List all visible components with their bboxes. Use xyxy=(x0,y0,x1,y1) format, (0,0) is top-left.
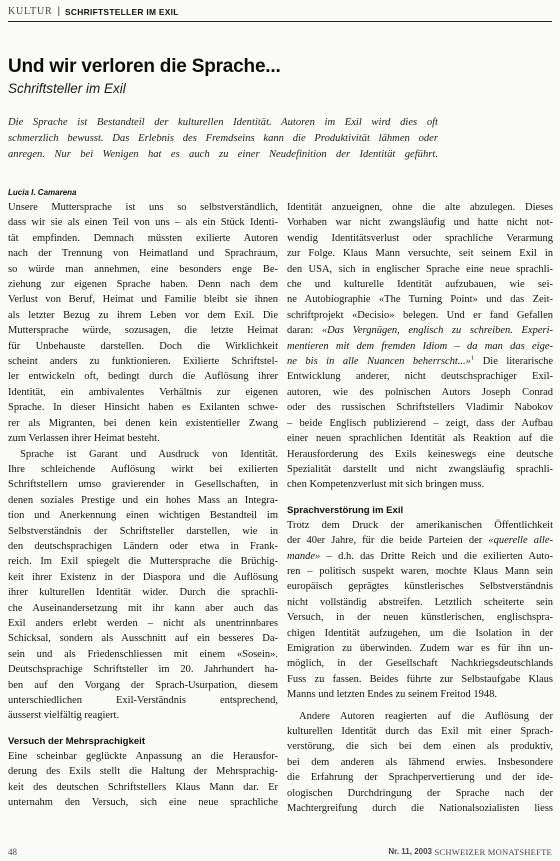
text-line: Identität anzueignen, ohne die alte abzulegen. Dieses xyxy=(287,202,553,213)
text-line: Identität, ein ambivalentes Verhältnis zur eigenen xyxy=(8,386,278,398)
text-line: Herausforderung des Exils keineswegs eine deutsche xyxy=(287,448,553,460)
text-line: chigen Identität aufzugehen, um die Isolation in der xyxy=(287,627,553,639)
text-line: unterschiedlichen Exil-Verständnis entsprechend, xyxy=(8,695,278,706)
text-line: Eine scheinbar geglückte Anpassung an die Herausfor- xyxy=(8,750,278,762)
text-line: ne Autobiographie «The Turning Point» und das Zeit- xyxy=(287,294,553,306)
text-run: – d.h. das Dritte Reich und die exilierten Auto- xyxy=(320,550,553,562)
page-number: 48 xyxy=(8,847,17,857)
text-line: verstörung, die sich bei dem einen als produktiv, xyxy=(287,741,553,753)
text-line xyxy=(287,533,553,548)
text-line: ziehung zur eigenen Sprache haben. Denn nach dem xyxy=(8,279,278,291)
text-line: wendig Identitätsverlust oder sprachliche Verarmung xyxy=(287,232,553,244)
text-line: möglich, in der Gesellschaft Nachkriegsdeutschlands xyxy=(287,658,553,670)
header-separator: | xyxy=(57,6,61,17)
text-line: Fuss zu fassen. Beides führte zur Selbstaufgabe Klaus xyxy=(287,673,553,685)
text-line: derung des Exils stellt die Haltung der Mehrsprachig- xyxy=(8,766,278,778)
text-line: ologischen Durchdringung der Sprache nach der xyxy=(287,787,553,799)
text-line xyxy=(287,549,553,564)
text-line: ben auf den Vorgang der Sprach-Usurpation, diesem xyxy=(8,679,278,691)
text-line xyxy=(287,354,553,369)
text-line: Versuch, in der neuen künstlerischen, englischspra- xyxy=(287,612,553,624)
text-line: keit des deutschen Schriftstellers Klaus Mann dar. Er xyxy=(8,781,278,793)
text-line xyxy=(287,339,553,354)
text-line: die Erfahrung der Sprachpervertierung und der ide- xyxy=(287,772,553,784)
article-subtitle: Schriftsteller im Exil xyxy=(8,81,126,96)
quote-text: ne bis in alle Nuancen beherrscht...» xyxy=(287,356,471,368)
text-line: Ihre schleichende Auflösung wirkt bei exilierten xyxy=(8,463,278,475)
text-line: ren – politisch suspekt waren, mochte Klaus Mann sein xyxy=(287,565,553,577)
text-line: Andere Autoren reagierten auf die Auflösung der xyxy=(299,710,553,722)
text-run: Die literarische xyxy=(474,356,553,368)
paragraph xyxy=(287,709,553,817)
lead-line: anregen. Nur bei Wenigen hat es auch zu einer Neudefinition der Identität geführt. xyxy=(8,149,438,160)
text-line: den USA, sich in englischer Sprache eine neue sprachli- xyxy=(287,263,553,275)
text-line: für Unbehauste darstellen. Doch die Wirklichkeit xyxy=(8,340,278,352)
quote-text: «Das Vergnügen, englisch zu schreiben. Experi- xyxy=(321,325,553,337)
paragraph xyxy=(287,518,553,703)
text-line: einer neuen sprachlichen Identität als Reaktion auf die xyxy=(287,433,553,445)
paragraph xyxy=(8,447,278,724)
text-line: bei dem anderen als lähmend erwies. Insbesondere xyxy=(287,756,553,768)
spacer xyxy=(287,493,553,503)
text-line: zum Verlassen ihrer Heimat besteht. xyxy=(8,433,160,445)
author-byline: Lucia I. Camarena xyxy=(8,188,77,197)
text-line: Deutschsprachige Schriftsteller im 20. Jahrhundert ha- xyxy=(8,664,278,676)
text-line: scheint anders zu funktionieren. Exilierte Schriftstel- xyxy=(8,356,278,368)
text-line: che Auseinandersetzung mit ihr kann aber auch das xyxy=(8,602,278,614)
spacer xyxy=(8,724,278,734)
text-line: als letzter Bezug zu ihrem Leben vor dem Exil. Die xyxy=(8,309,278,321)
text-line: autoren, wie des polnischen Autors Joseph Conrad xyxy=(287,386,553,398)
text-line: Schriftstellern umso gravierender in Gesellschaften, in xyxy=(8,479,278,491)
column-left xyxy=(8,200,278,810)
text-line: nicht vollständig abstreifen. Letztlich scheiterte sein xyxy=(287,596,553,608)
text-line: Vorhaben war nicht zwangsläufig und hatte nicht not- xyxy=(287,217,553,229)
journal-name: SCHWEIZER MONATSHEFTE xyxy=(434,847,552,857)
text-line: Spezialität darstellt und nicht zwangsläufig sprachli- xyxy=(287,463,553,475)
text-line: ler entwickeln oft, bedingt durch die Auflösung ihrer xyxy=(8,371,278,383)
text-line: Verlust von Beruf, Heimat und Familie bleibt sie ihnen xyxy=(8,294,278,306)
lead-line: Die Sprache ist Bestandteil der kulturellen Identität. Autoren im Exil wird dies oft xyxy=(8,117,438,128)
text-line: Schicksal, sondern als Ausschnitt auf ein besseres Da- xyxy=(8,633,278,645)
running-header xyxy=(8,5,179,18)
text-line: tät empfinden. Demnach müssten exilierte Autoren xyxy=(8,232,278,244)
paragraph xyxy=(8,200,278,447)
quote-text: «querelle alle- xyxy=(488,535,553,547)
paragraph xyxy=(8,749,278,811)
text-line: Muttersprache würde, sozusagen, die letzte Heimat xyxy=(8,325,278,337)
text-line: Sprache. In dieser Hinsicht haben es Exilanten schwe- xyxy=(8,402,278,414)
page-footer xyxy=(8,847,552,859)
text-line xyxy=(287,323,553,338)
column-right xyxy=(287,200,553,816)
text-line: kulturellen Identität durch das Exil mit einer Sprach- xyxy=(287,726,553,737)
article-title: Und wir verloren die Sprache... xyxy=(8,56,281,77)
text-line: Trotz dem Druck der amerikanischen Öffentlichkeit xyxy=(287,519,553,531)
issue-label: Nr. 11, 2003 xyxy=(388,847,432,856)
text-run: daran: xyxy=(287,325,314,337)
text-line: zur Folge. Klaus Mann versuchte, seit seinem Exil in xyxy=(287,248,553,260)
header-rule xyxy=(8,21,552,22)
text-line: – beide Englisch publizierend – zeigt, dass der Aufbau xyxy=(287,417,553,429)
text-line: den deutschsprachigen Ländern oder etwa in Frank- xyxy=(8,540,278,552)
text-line: Selbstverständnis der Schriftsteller darstellen, wie in xyxy=(8,525,278,537)
footnote-marker[interactable]: 1 xyxy=(470,354,475,362)
text-line: tion und Anerkennung einen wichtigen Bestandteil im xyxy=(8,510,278,522)
text-line: europäisch geprägtes künstlerisches Selbstverständnis xyxy=(287,581,553,593)
text-line: sein und als Friedenschliessen mit einem «Sosein». xyxy=(8,648,278,660)
section-label: KULTUR xyxy=(8,6,53,17)
text-line: che und kulturelle Identität aufzubauen, wie sei- xyxy=(287,279,553,291)
lead-line: schmerzlich bewusst. Das Erlebnis des Fremdseins kann die Produktivität lähmen oder xyxy=(8,133,438,144)
text-line: oder des russischen Schriftstellers Vladimir Nabokov xyxy=(287,402,553,414)
text-line: Exil anders erlebt werden – nicht als unentrinnbares xyxy=(8,617,278,629)
text-line: nach der Trennung von Heimatland und Sprachraum, xyxy=(8,248,278,260)
series-label: SCHRIFTSTELLER IM EXIL xyxy=(65,6,179,17)
text-line: chen Kompetenzverlust mit sich bringen muss. xyxy=(287,479,485,491)
text-line: reich. Im Exil spiegelt die Muttersprache die Brüchig- xyxy=(8,556,278,568)
paragraph xyxy=(287,200,553,493)
quote-text: mentieren mit dem fremden Idiom – da man das eige- xyxy=(287,340,553,352)
text-line: so würde man annehmen, eine besonders enge Be- xyxy=(8,263,278,275)
text-line: Entwicklung anderer, nicht deutschsprachiger Exil- xyxy=(287,371,553,383)
text-line: rer als Migranten, bei denen kein existentieller Zwang xyxy=(8,417,278,429)
text-line: schriftprojekt «Decisio» belegen. Und er fand Gefallen xyxy=(287,309,553,321)
section-heading: Versuch der Mehrsprachigkeit xyxy=(8,735,146,747)
text-line: unternahm den Versuch, sich eine neue sprachliche xyxy=(8,797,278,809)
text-line: Unsere Muttersprache ist uns so selbstverständlich, xyxy=(8,202,278,213)
text-line: äusserst vielfältig reagiert. xyxy=(8,710,120,722)
text-line: Sprache ist Garant und Ausdruck von Identität. xyxy=(20,448,278,460)
text-line: Emigration zu überwinden. Zudem war es für ihn un- xyxy=(287,642,553,654)
article-lead xyxy=(8,115,438,163)
quote-text: mande» xyxy=(287,550,321,562)
text-line: denen soziales Prestige und ein hohes Mass an Integra- xyxy=(8,494,278,506)
text-line: Manns und letzten Endes zu seinem Freitod 1948. xyxy=(287,689,497,701)
text-run: der 40er Jahre, für die beide Parteien der xyxy=(287,535,489,547)
text-line: Machtergreifung durch die Nationalsozialisten liess xyxy=(287,803,553,815)
text-line: keit ihrer Existenz in der Diaspora und die Auflösung xyxy=(8,571,278,583)
text-line: ihrer kulturellen Identität wider. Durch die sprachli- xyxy=(8,587,278,599)
text-line: dass wir sie als einen Teil von uns – als ein Stück Identi- xyxy=(8,217,278,229)
section-heading: Sprachverstörung im Exil xyxy=(287,504,404,516)
